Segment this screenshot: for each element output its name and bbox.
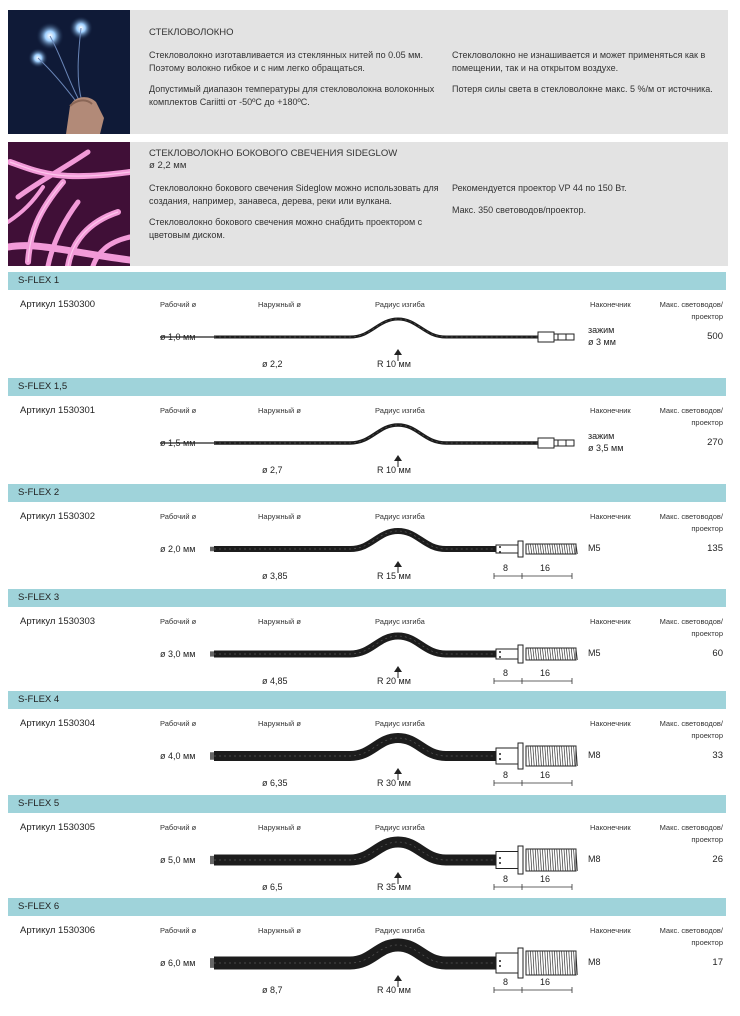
product-name: S-FLEX 5 [18, 798, 60, 809]
max-fibers-value: 33 [712, 750, 723, 761]
fiber-optic-hand-image [8, 10, 130, 134]
working-diameter-label: Рабочий ø [160, 823, 197, 832]
article-number: Артикул 1530303 [20, 616, 96, 627]
max-fibers-value: 500 [707, 331, 723, 342]
working-diameter-value: ø 3,0 мм [160, 649, 196, 659]
article-number: Артикул 1530302 [20, 511, 96, 522]
tip-thread: M8 [588, 957, 601, 967]
intro-left-column [149, 182, 439, 250]
intro-paragraph: Стекловолокно изготавливается из стеклянных нитей по 0.05 мм. Поэтому волокно гибкое и с ним легко обращаться. [149, 50, 423, 73]
tip-label: Наконечник [590, 512, 631, 521]
working-diameter-value: ø 1,5 мм [160, 438, 196, 448]
dimension-b: 16 [540, 874, 551, 884]
tip-thread: M5 [588, 648, 601, 658]
working-diameter-label: Рабочий ø [160, 406, 197, 415]
tip-diameter: ø 3 мм [588, 337, 616, 347]
product-band [8, 589, 726, 607]
outer-diameter-label: Наружный ø [258, 926, 301, 935]
outer-diameter-label: Наружный ø [258, 617, 301, 626]
outer-diameter-label: Наружный ø [258, 406, 301, 415]
working-diameter-value: ø 6,0 мм [160, 958, 196, 968]
max-fibers-label: Макс. световодов/ [659, 719, 723, 728]
product-band [8, 898, 726, 916]
tip-type: зажим [588, 325, 615, 335]
bend-radius-label: Радиус изгиба [375, 406, 425, 415]
article-number: Артикул 1530304 [20, 718, 96, 729]
intro-title: СТЕКЛОВОЛОКНО [149, 27, 234, 38]
dimension-a: 8 [503, 668, 509, 678]
intro-paragraph: Стекловолокно бокового свечения можно снабдить проектором с цветовым диском. [149, 217, 423, 240]
intro-sideglow [8, 142, 728, 266]
product-band [8, 484, 726, 502]
dimension-b: 16 [540, 563, 551, 573]
outer-diameter-value: ø 3,85 [262, 571, 288, 581]
product-name: S-FLEX 1 [18, 275, 60, 286]
dimension-a: 8 [503, 563, 509, 573]
product-name: S-FLEX 3 [18, 592, 60, 603]
product-section [0, 920, 740, 1004]
product-band [8, 272, 726, 290]
sideglow-fiber-image [8, 142, 130, 266]
article-number: Артикул 1530300 [20, 299, 96, 310]
bend-radius-value: R 20 мм [377, 676, 411, 686]
tip-label: Наконечник [590, 719, 631, 728]
product-section [0, 713, 740, 797]
max-fibers-label: Макс. световодов/ [659, 512, 723, 521]
product-section [0, 611, 740, 695]
working-diameter-value: ø 2,0 мм [160, 544, 196, 554]
tip-label: Наконечник [590, 300, 631, 309]
bend-radius-label: Радиус изгиба [375, 617, 425, 626]
intro-paragraph: Стекловолокно не изнашивается и может применяться как в помещении, так и на открытом воздухе. [452, 50, 706, 73]
working-diameter-value: ø 5,0 мм [160, 855, 196, 865]
outer-diameter-value: ø 6,35 [262, 778, 288, 788]
product-name: S-FLEX 2 [18, 487, 60, 498]
max-fibers-label-2: проектор [691, 835, 723, 844]
max-fibers-value: 270 [707, 437, 723, 448]
product-name: S-FLEX 6 [18, 901, 60, 912]
working-diameter-value: ø 1,0 мм [160, 332, 196, 342]
intro-paragraph: Макс. 350 световодов/проектор. [452, 204, 587, 215]
max-fibers-label-2: проектор [691, 418, 723, 427]
intro-subtitle: ø 2,2 мм [149, 160, 187, 171]
product-name: S-FLEX 4 [18, 694, 60, 705]
max-fibers-value: 26 [712, 854, 723, 865]
max-fibers-label-2: проектор [691, 629, 723, 638]
working-diameter-value: ø 4,0 мм [160, 751, 196, 761]
max-fibers-value: 60 [712, 648, 723, 659]
outer-diameter-value: ø 4,85 [262, 676, 288, 686]
max-fibers-label: Макс. световодов/ [659, 617, 723, 626]
max-fibers-label: Макс. световодов/ [659, 823, 723, 832]
outer-diameter-value: ø 2,7 [262, 465, 283, 475]
working-diameter-label: Рабочий ø [160, 926, 197, 935]
bend-radius-label: Радиус изгиба [375, 300, 425, 309]
tip-thread: M5 [588, 543, 601, 553]
product-name: S-FLEX 1,5 [18, 381, 68, 392]
bend-radius-value: R 30 мм [377, 778, 411, 788]
intro-paragraph: Потеря силы света в стекловолокне макс. 5 %/м от источника. [452, 84, 713, 94]
bend-radius-value: R 10 мм [377, 359, 411, 369]
working-diameter-label: Рабочий ø [160, 719, 197, 728]
outer-diameter-label: Наружный ø [258, 823, 301, 832]
outer-diameter-value: ø 8,7 [262, 985, 283, 995]
max-fibers-label: Макс. световодов/ [659, 300, 723, 309]
max-fibers-value: 135 [707, 543, 723, 554]
outer-diameter-value: ø 2,2 [262, 359, 283, 369]
dimension-b: 16 [540, 770, 551, 780]
article-number: Артикул 1530301 [20, 405, 96, 416]
max-fibers-label-2: проектор [691, 731, 723, 740]
product-band [8, 378, 726, 396]
tip-label: Наконечник [590, 617, 631, 626]
tip-type: зажим [588, 431, 615, 441]
max-fibers-value: 17 [712, 957, 723, 968]
bend-radius-value: R 40 мм [377, 985, 411, 995]
bend-radius-label: Радиус изгиба [375, 926, 425, 935]
tip-label: Наконечник [590, 926, 631, 935]
bend-radius-label: Радиус изгиба [375, 719, 425, 728]
dimension-b: 16 [540, 668, 551, 678]
outer-diameter-value: ø 6,5 [262, 882, 283, 892]
bend-radius-value: R 35 мм [377, 882, 411, 892]
intro-paragraph: Стекловолокно бокового свечения Sideglow можно использовать для создания, например, занавеса, дерева, реки или вулкана. [149, 183, 439, 206]
article-number: Артикул 1530305 [20, 822, 96, 833]
tip-diameter: ø 3,5 мм [588, 443, 624, 453]
article-number: Артикул 1530306 [20, 925, 96, 936]
bend-radius-value: R 10 мм [377, 465, 411, 475]
tip-label: Наконечник [590, 406, 631, 415]
product-section [0, 400, 740, 484]
intro-right-column [452, 49, 722, 105]
bend-radius-label: Радиус изгиба [375, 823, 425, 832]
max-fibers-label-2: проектор [691, 524, 723, 533]
intro-title: СТЕКЛОВОЛОКНО БОКОВОГО СВЕЧЕНИЯ SIDEGLOW [149, 148, 398, 159]
product-section [0, 506, 740, 590]
intro-paragraph: Рекомендуется проектор VP 44 по 150 Вт. [452, 183, 627, 193]
tip-thread: M8 [588, 854, 601, 864]
outer-diameter-label: Наружный ø [258, 300, 301, 309]
product-band [8, 795, 726, 813]
dimension-a: 8 [503, 770, 509, 780]
intro-paragraph: Допустимый диапазон температуры для стекловолокна волоконных комплектов Cariitti от -50ºC до +180ºC. [149, 84, 435, 107]
bend-radius-value: R 15 мм [377, 571, 411, 581]
dimension-a: 8 [503, 874, 509, 884]
dimension-b: 16 [540, 977, 551, 987]
product-section [0, 294, 740, 378]
max-fibers-label-2: проектор [691, 312, 723, 321]
max-fibers-label: Макс. световодов/ [659, 406, 723, 415]
bend-radius-label: Радиус изгиба [375, 512, 425, 521]
outer-diameter-label: Наружный ø [258, 512, 301, 521]
product-section [0, 817, 740, 901]
product-band [8, 691, 726, 709]
tip-label: Наконечник [590, 823, 631, 832]
intro-right-column [452, 182, 722, 225]
working-diameter-label: Рабочий ø [160, 617, 197, 626]
max-fibers-label-2: проектор [691, 938, 723, 947]
working-diameter-label: Рабочий ø [160, 512, 197, 521]
intro-left-column [149, 49, 439, 117]
outer-diameter-label: Наружный ø [258, 719, 301, 728]
max-fibers-label: Макс. световодов/ [659, 926, 723, 935]
dimension-a: 8 [503, 977, 509, 987]
intro-fiber [8, 10, 728, 134]
tip-thread: M8 [588, 750, 601, 760]
working-diameter-label: Рабочий ø [160, 300, 197, 309]
